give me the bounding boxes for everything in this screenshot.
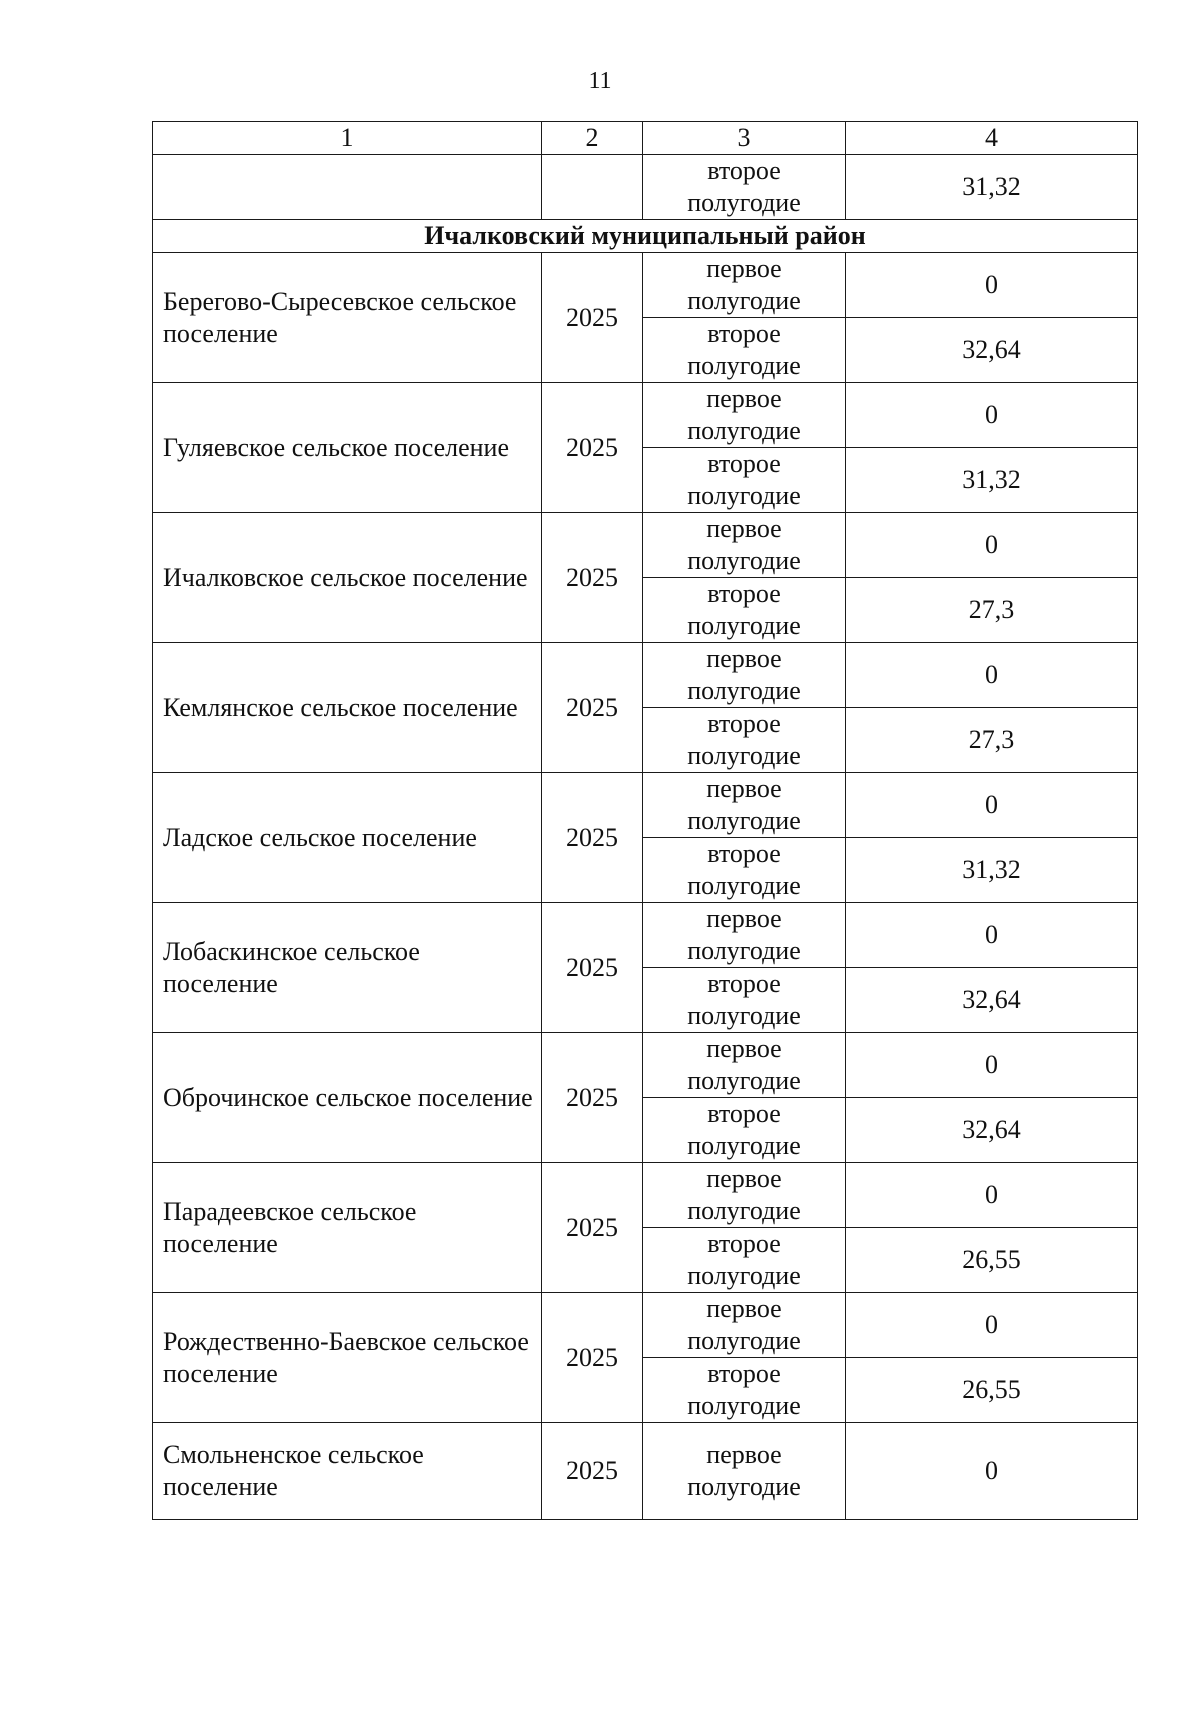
period-cell: первое полугодие bbox=[643, 643, 846, 708]
period-cell: первое полугодие bbox=[643, 1163, 846, 1228]
value-cell: 26,55 bbox=[846, 1358, 1138, 1423]
value-cell: 27,3 bbox=[846, 578, 1138, 643]
value-cell: 0 bbox=[846, 1163, 1138, 1228]
year-cell: 2025 bbox=[542, 513, 643, 643]
year-cell: 2025 bbox=[542, 1163, 643, 1293]
page-number: 11 bbox=[588, 68, 612, 94]
period-cell: второе полугодие bbox=[643, 838, 846, 903]
section-header-row bbox=[153, 220, 1138, 253]
period-cell: первое полугодие bbox=[643, 253, 846, 318]
value-cell: 32,64 bbox=[846, 1098, 1138, 1163]
table-row bbox=[153, 643, 1138, 708]
carry-value-cell: 31,32 bbox=[846, 155, 1138, 220]
section-title: Ичалковский муниципальный район bbox=[153, 220, 1138, 253]
value-cell: 0 bbox=[846, 773, 1138, 838]
settlement-name-cell: Рождественно-Баевское сельское поселение bbox=[153, 1293, 542, 1423]
value-cell: 27,3 bbox=[846, 708, 1138, 773]
value-cell: 0 bbox=[846, 903, 1138, 968]
settlement-name-cell: Парадеевское сельское поселение bbox=[153, 1163, 542, 1293]
table-header-row bbox=[153, 122, 1138, 155]
period-cell: второе полугодие bbox=[643, 448, 846, 513]
carry-year-cell bbox=[542, 155, 643, 220]
period-cell: второе полугодие bbox=[643, 968, 846, 1033]
column-header-4: 4 bbox=[846, 122, 1138, 155]
period-cell: первое полугодие bbox=[643, 903, 846, 968]
value-cell: 32,64 bbox=[846, 318, 1138, 383]
table-row bbox=[153, 1293, 1138, 1358]
column-header-2: 2 bbox=[542, 122, 643, 155]
carry-name-cell bbox=[153, 155, 542, 220]
carry-over-row bbox=[153, 155, 1138, 220]
carry-period-cell: второе полугодие bbox=[643, 155, 846, 220]
period-cell: первое полугодие bbox=[643, 383, 846, 448]
settlement-name-cell: Смольненское сельское поселение bbox=[153, 1423, 542, 1520]
value-cell: 31,32 bbox=[846, 448, 1138, 513]
settlement-name-cell: Лобаскинское сельское поселение bbox=[153, 903, 542, 1033]
year-cell: 2025 bbox=[542, 253, 643, 383]
data-table bbox=[152, 121, 1138, 1520]
settlement-name-cell: Ладское сельское поселение bbox=[153, 773, 542, 903]
value-cell: 0 bbox=[846, 513, 1138, 578]
period-cell: второе полугодие bbox=[643, 318, 846, 383]
period-cell: второе полугодие bbox=[643, 1358, 846, 1423]
table-row bbox=[153, 1163, 1138, 1228]
period-cell: первое полугодие bbox=[643, 1033, 846, 1098]
table-row bbox=[153, 513, 1138, 578]
period-cell: первое полугодие bbox=[643, 513, 846, 578]
settlement-name-cell: Берегово-Сыресевское сельское поселение bbox=[153, 253, 542, 383]
period-cell: первое полугодие bbox=[643, 1293, 846, 1358]
value-cell: 31,32 bbox=[846, 838, 1138, 903]
settlement-name-cell: Кемлянское сельское поселение bbox=[153, 643, 542, 773]
period-cell: второе полугодие bbox=[643, 708, 846, 773]
period-cell: первое полугодие bbox=[643, 773, 846, 838]
value-cell: 0 bbox=[846, 1423, 1138, 1520]
value-cell: 0 bbox=[846, 383, 1138, 448]
column-header-1: 1 bbox=[153, 122, 542, 155]
value-cell: 32,64 bbox=[846, 968, 1138, 1033]
year-cell: 2025 bbox=[542, 1423, 643, 1520]
period-cell: второе полугодие bbox=[643, 1098, 846, 1163]
table-row bbox=[153, 253, 1138, 318]
period-cell: второе полугодие bbox=[643, 578, 846, 643]
value-cell: 26,55 bbox=[846, 1228, 1138, 1293]
year-cell: 2025 bbox=[542, 383, 643, 513]
table-row bbox=[153, 383, 1138, 448]
value-cell: 0 bbox=[846, 643, 1138, 708]
settlement-name-cell: Гуляевское сельское поселение bbox=[153, 383, 542, 513]
value-cell: 0 bbox=[846, 253, 1138, 318]
table-row bbox=[153, 1033, 1138, 1098]
year-cell: 2025 bbox=[542, 903, 643, 1033]
year-cell: 2025 bbox=[542, 1033, 643, 1163]
value-cell: 0 bbox=[846, 1293, 1138, 1358]
settlement-name-cell: Ичалковское сельское поселение bbox=[153, 513, 542, 643]
table-row bbox=[153, 773, 1138, 838]
period-cell: второе полугодие bbox=[643, 1228, 846, 1293]
column-header-3: 3 bbox=[643, 122, 846, 155]
year-cell: 2025 bbox=[542, 773, 643, 903]
year-cell: 2025 bbox=[542, 1293, 643, 1423]
table-row bbox=[153, 903, 1138, 968]
settlement-name-cell: Оброчинское сельское поселение bbox=[153, 1033, 542, 1163]
period-cell: первое полугодие bbox=[643, 1423, 846, 1520]
table-row bbox=[153, 1423, 1138, 1520]
year-cell: 2025 bbox=[542, 643, 643, 773]
value-cell: 0 bbox=[846, 1033, 1138, 1098]
